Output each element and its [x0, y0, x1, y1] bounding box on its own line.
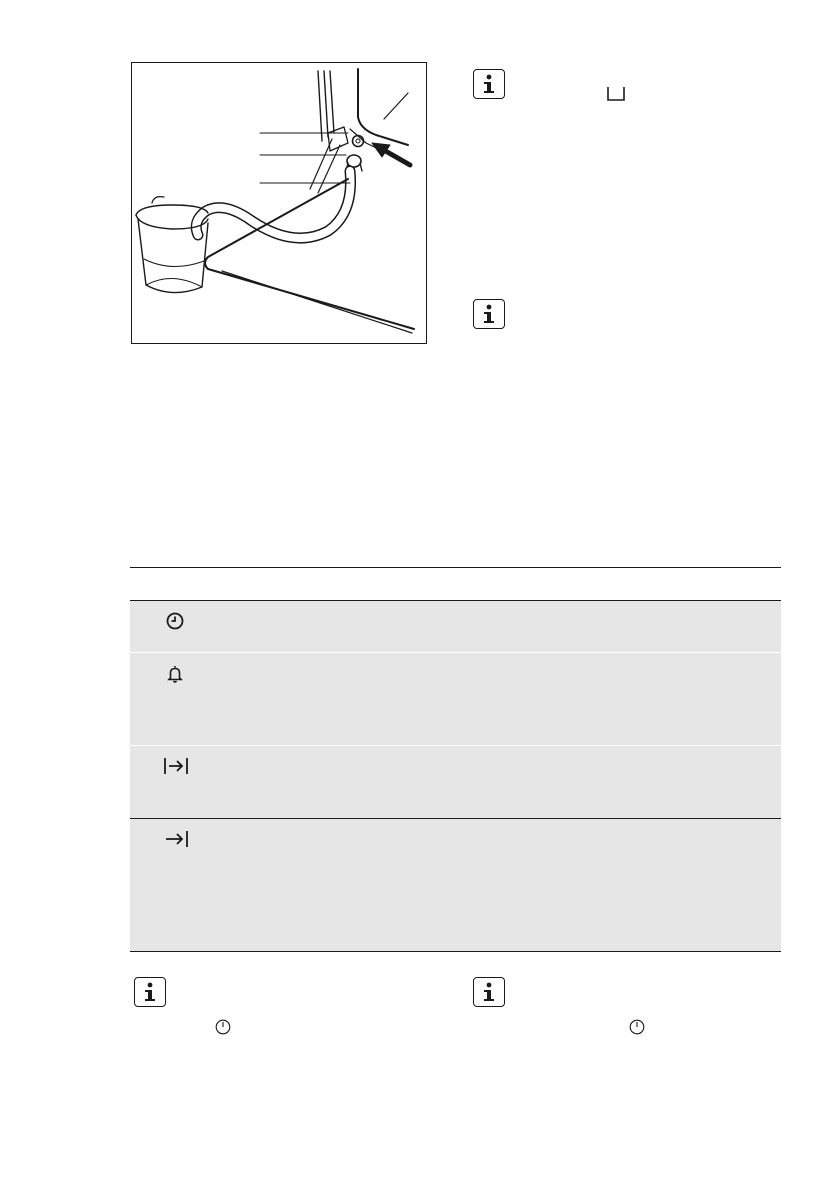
info-icon	[473, 69, 505, 99]
table-row	[130, 819, 781, 952]
oven-drain-illustration	[131, 62, 427, 344]
table-header-rule	[130, 600, 781, 601]
table-row-divider	[130, 745, 781, 746]
table-bottom-rule	[130, 951, 781, 952]
clock-symbol-icon	[215, 1019, 231, 1040]
table-row	[130, 653, 781, 745]
table-row	[130, 746, 781, 818]
info-icon	[473, 977, 505, 1007]
end-time-icon	[162, 828, 190, 850]
clock-icon	[164, 610, 186, 632]
bell-icon	[164, 663, 186, 685]
clock-functions-table	[130, 567, 781, 952]
table-row	[130, 601, 781, 652]
table-row-divider	[130, 652, 781, 653]
oven-drain-hose-illustration-icon	[132, 63, 426, 343]
water-tray-symbol-icon	[606, 86, 626, 102]
table-top-rule	[130, 567, 781, 568]
info-icon	[134, 977, 166, 1007]
info-icon	[473, 299, 505, 329]
table-row-divider	[130, 818, 781, 819]
clock-symbol-icon	[629, 1019, 645, 1040]
duration-icon	[162, 755, 190, 777]
